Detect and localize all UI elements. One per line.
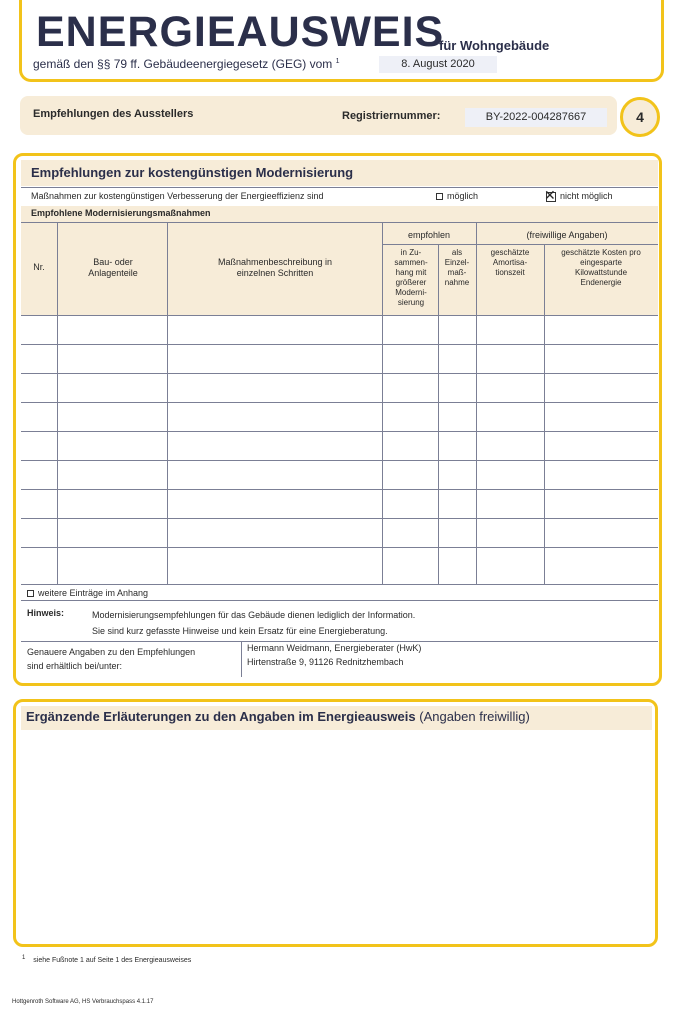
divider <box>21 600 658 601</box>
col-header-freiwillig: (freiwillige Angaben) <box>526 230 608 240</box>
table-row[interactable] <box>21 316 658 344</box>
col-header-einzel: als Einzel-maß-nahme <box>444 248 470 287</box>
option-possible-label: möglich <box>447 191 479 201</box>
divider <box>241 641 242 677</box>
option-not-possible[interactable] <box>544 186 613 203</box>
explanations-title-suffix: (Angaben freiwillig) <box>419 709 530 724</box>
option-not-possible-label: nicht möglich <box>560 191 613 201</box>
info-label-1: Genauere Angaben zu den Empfehlungen <box>27 647 196 657</box>
contact-line-1: Hermann Weidmann, Energieberater (HwK) <box>247 643 422 653</box>
table-row[interactable] <box>21 548 658 584</box>
col-header-beschreibung: Maßnahmenbeschreibung in einzelnen Schritten <box>217 257 333 278</box>
explanations-title-main: Ergänzende Erläuterungen zu den Angaben im Energieausweis <box>26 709 416 724</box>
page-number-badge: 4 <box>620 97 660 137</box>
checkbox-more-entries[interactable] <box>27 590 34 597</box>
legal-text: gemäß den §§ 79 ff. Gebäudeenergiegesetz (GEG) vom <box>33 57 333 71</box>
table-row[interactable] <box>21 403 658 431</box>
recommended-heading: Empfohlene Modernisierungsmaßnahmen <box>31 208 211 218</box>
table-row[interactable] <box>21 432 658 460</box>
col-header-kosten: geschätzte Kosten pro eingesparte Kilowattstunde Endenergie <box>561 248 641 287</box>
explanations-title <box>26 709 530 724</box>
col-header-nr: Nr. <box>33 262 45 272</box>
contact-line-2: Hirtenstraße 9, 91126 Rednitzhembach <box>247 657 404 667</box>
software-credit: Hottgenroth Software AG, HS Verbrauchspass 4.1.17 <box>12 999 154 1005</box>
modernisation-title: Empfehlungen zur kostengünstigen Modernisierung <box>31 165 354 180</box>
explanations-text-area[interactable] <box>21 731 652 941</box>
check-cross-icon: ✕ <box>544 186 556 203</box>
measures-text: Maßnahmen zur kostengünstigen Verbesserung der Energieeffizienz sind <box>31 191 324 201</box>
hint-label: Hinweis: <box>27 608 65 618</box>
page-title: ENERGIEAUSWEIS <box>36 8 445 56</box>
more-entries[interactable] <box>27 588 148 599</box>
more-entries-label: weitere Einträge im Anhang <box>38 588 149 598</box>
footnote-text: siehe Fußnote 1 auf Seite 1 des Energieausweises <box>33 957 192 965</box>
col-header-bauteil: Bau- oder Anlagenteile <box>88 257 138 278</box>
col-header-empfohlen: empfohlen <box>407 230 451 240</box>
col-header-amortisation: geschätzte Amortisa-tionszeit <box>490 248 530 277</box>
footnote-number: 1 <box>22 955 26 961</box>
footnote-mark: 1 <box>335 58 340 65</box>
table-row[interactable] <box>21 345 658 373</box>
hint-line-2: Sie sind kurz gefasste Hinweise und kein Ersatz für eine Energieberatung. <box>92 626 388 636</box>
table-row[interactable] <box>21 490 658 518</box>
col-header-zusammenhang: in Zu-sammen-hang mit größerer Moderni-sierung <box>394 248 428 307</box>
checkbox-possible[interactable] <box>436 193 443 200</box>
info-label-2: sind erhältlich bei/unter: <box>27 661 123 671</box>
registration-label: Registriernummer: <box>342 110 441 122</box>
table-row[interactable] <box>21 519 658 547</box>
footnote <box>22 955 191 964</box>
divider <box>21 641 658 642</box>
legal-reference <box>33 57 340 71</box>
table-row[interactable] <box>21 461 658 489</box>
page-subtitle: für Wohngebäude <box>439 38 550 53</box>
checkbox-not-possible-checked[interactable] <box>544 186 556 203</box>
hint-line-1: Modernisierungsempfehlungen für das Gebäude dienen lediglich der Information. <box>92 610 416 620</box>
table-row[interactable] <box>21 374 658 402</box>
option-possible[interactable] <box>436 191 478 202</box>
issuer-label: Empfehlungen des Ausstellers <box>33 108 194 120</box>
registration-number: BY-2022-004287667 <box>465 108 607 127</box>
issue-date: 8. August 2020 <box>379 56 497 73</box>
